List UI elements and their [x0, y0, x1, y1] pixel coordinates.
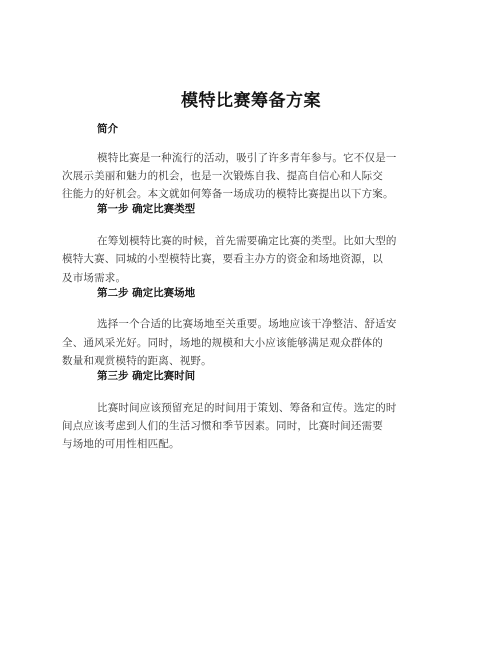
paragraph-line: 及市场需求。 [62, 272, 127, 284]
paragraph-line: 数量和观赏模特的距离、视野。 [62, 355, 212, 367]
section-heading-step-3: 第三步 确定比赛时间 [97, 370, 196, 382]
paragraph-line: 全、通风采光好。同时，场地的规模和大小应该能够满足观众群体的 [62, 337, 383, 349]
paragraph-line: 在筹划模特比赛的时候，首先需要确定比赛的类型。比如大型的 [97, 235, 397, 247]
section-heading-intro: 简介 [97, 123, 118, 135]
paragraph-line: 选择一个合适的比赛场地至关重要。场地应该干净整洁、舒适安 [97, 318, 397, 330]
paragraph-line: 模特大赛、同城的小型模特比赛，要看主办方的资金和场地资源，以 [62, 253, 383, 265]
paragraph-line: 次展示美丽和魅力的机会，也是一次锻炼自我、提高自信心和人际交 [62, 170, 383, 182]
paragraph-line: 模特比赛是一种流行的活动，吸引了许多青年参与。它不仅是一 [97, 152, 397, 164]
paragraph-line: 间点应该考虑到人们的生活习惯和季节因素。同时，比赛时间还需要 [62, 420, 383, 432]
section-heading-step-1: 第一步 确定比赛类型 [97, 203, 196, 215]
paragraph-line: 往能力的好机会。本文就如何筹备一场成功的模特比赛提出以下方案。 [62, 188, 394, 200]
section-heading-step-2: 第二步 确定比赛场地 [97, 287, 196, 299]
paragraph-line: 与场地的可用性相匹配。 [62, 438, 180, 450]
paragraph-line: 比赛时间应该预留充足的时间用于策划、筹备和宣传。选定的时 [97, 402, 397, 414]
page-title: 模特比赛筹备方案 [181, 91, 321, 111]
